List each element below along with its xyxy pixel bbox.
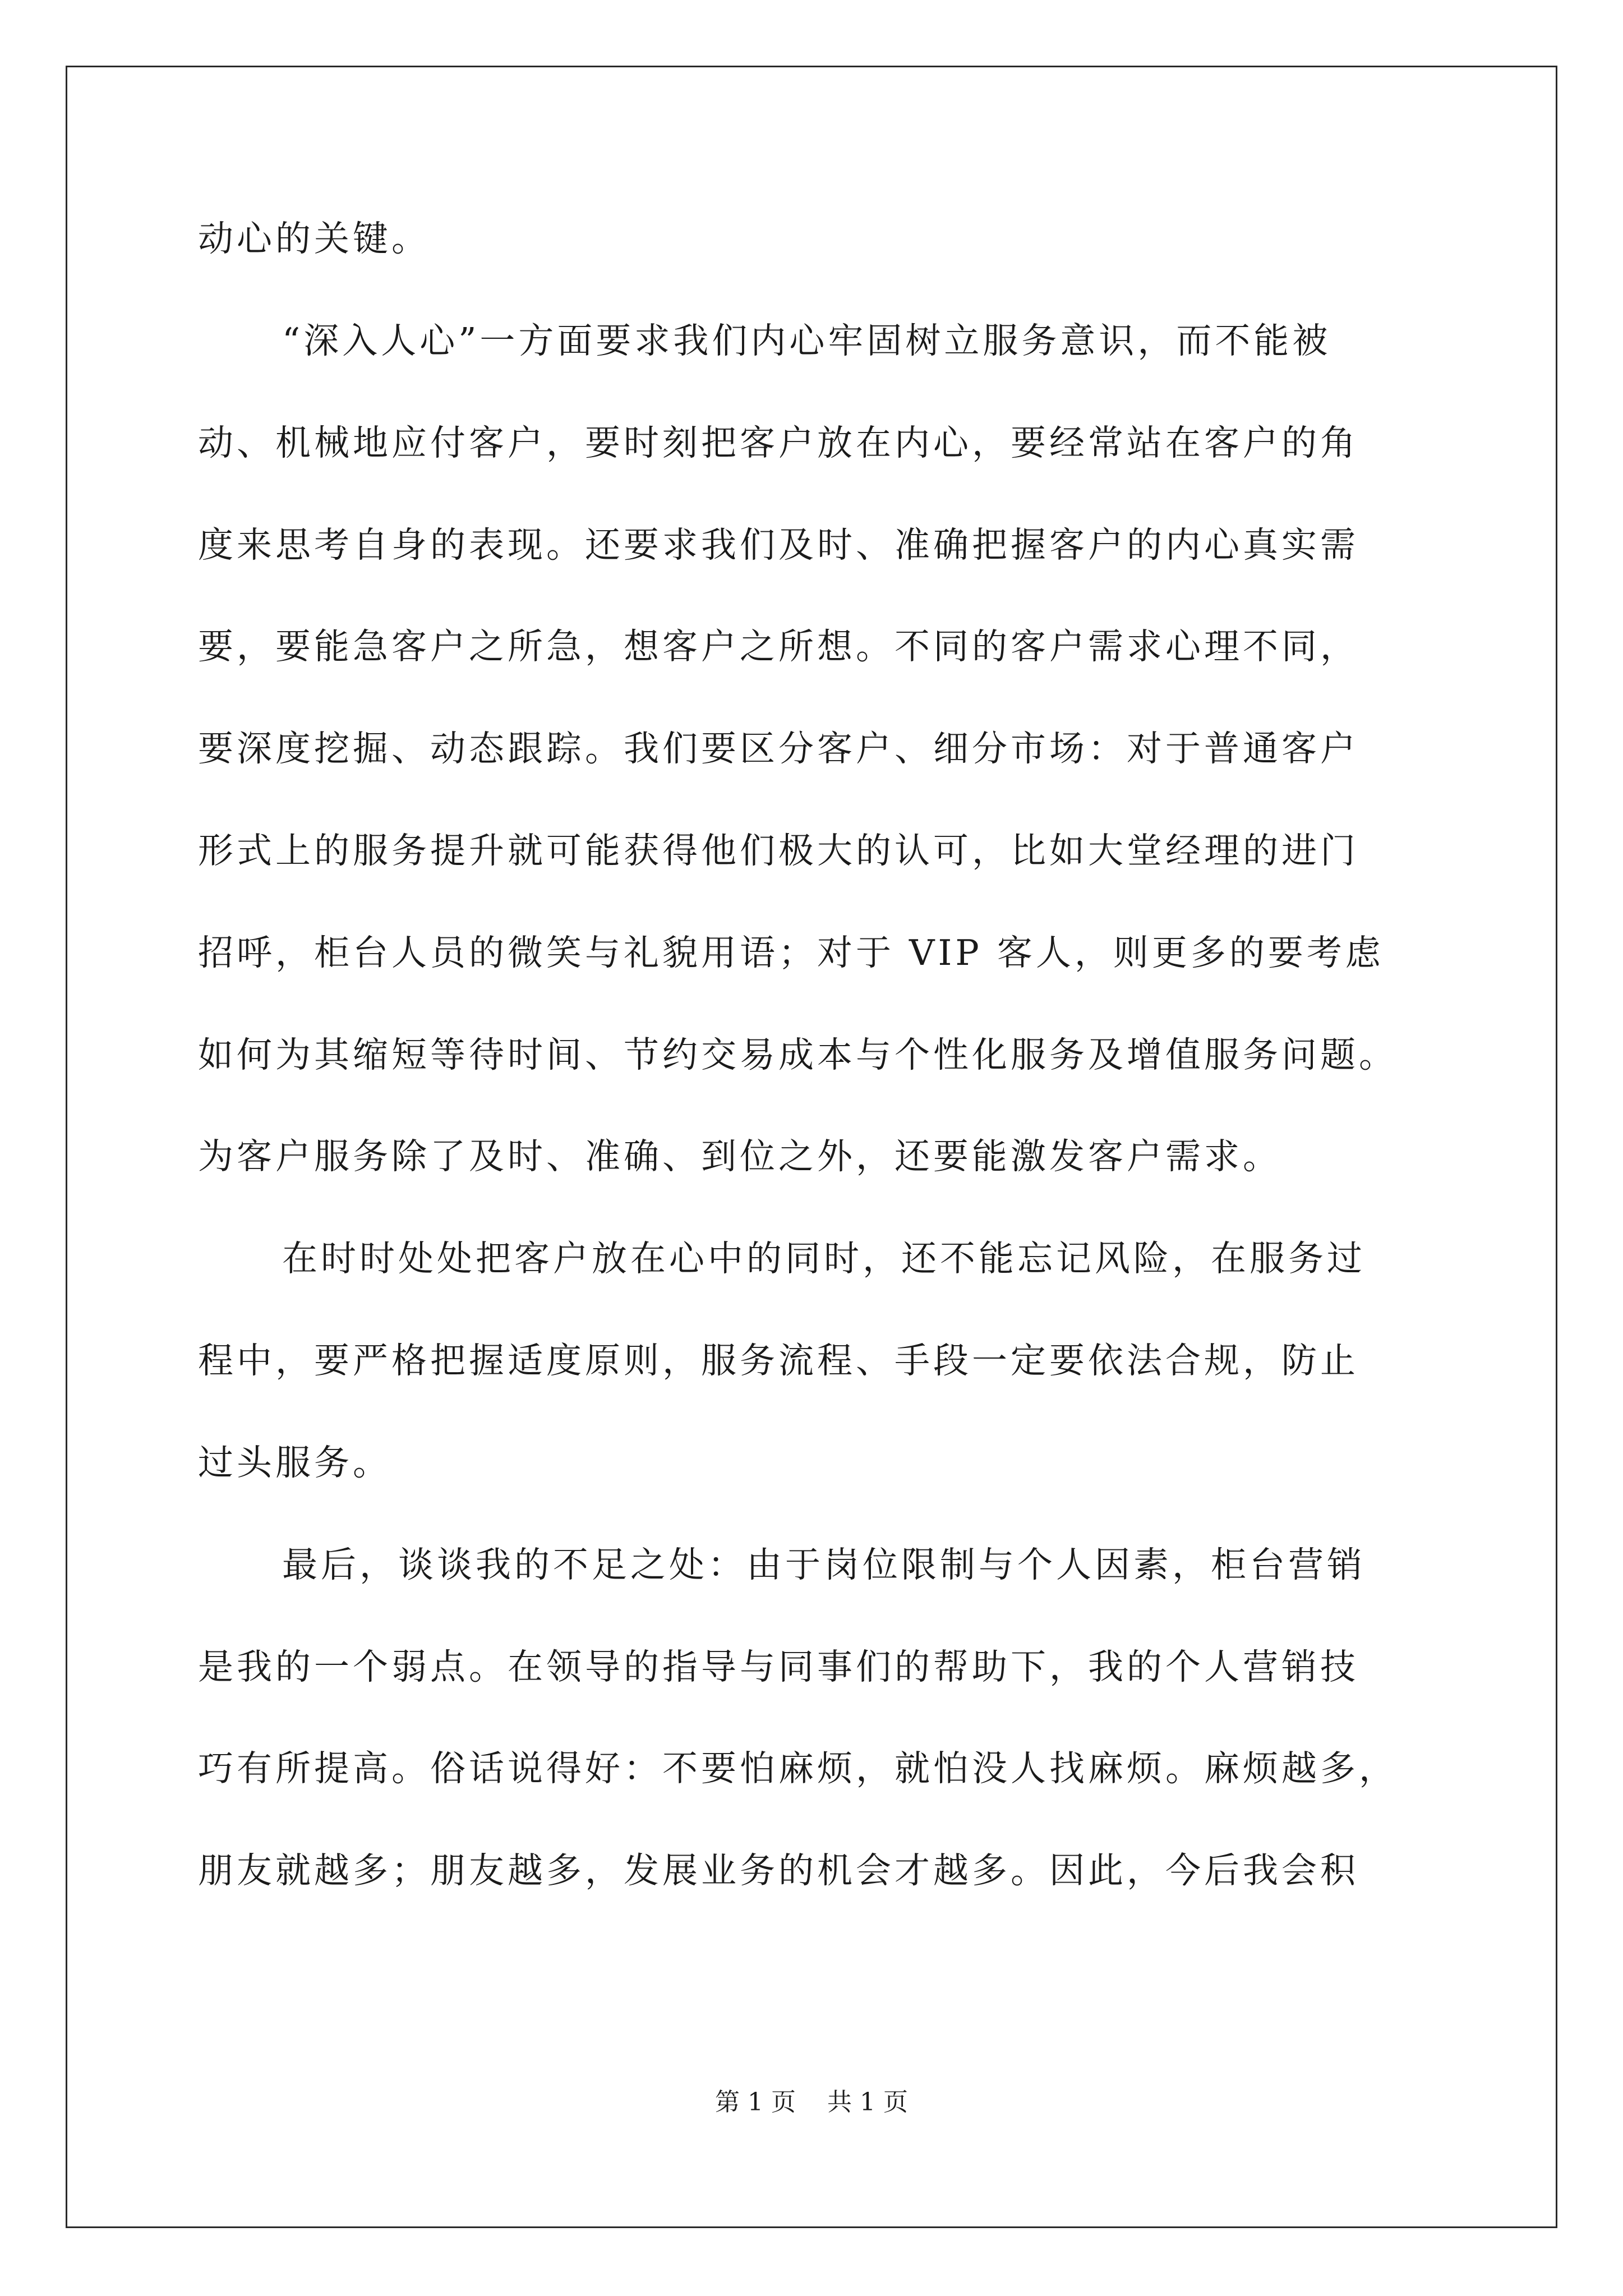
text-line: 如何为其缩短等待时间、节约交易成本与个性化服务及增值服务问题。 [198, 1034, 1398, 1075]
text-line: 形式上的服务提升就可能获得他们极大的认可，比如大堂经理的进门 [198, 830, 1359, 871]
page-footer [0, 2087, 1623, 2118]
text-line: 最后，谈谈我的不足之处：由于岗位限制与个人因素，柜台营销 [282, 1544, 1366, 1585]
text-line: 要，要能急客户之所急，想客户之所想。不同的客户需求心理不同， [198, 626, 1359, 667]
text-line: 招呼，柜台人员的微笑与礼貌用语；对于 VIP 客人，则更多的要考虑 [198, 932, 1384, 973]
page-number-current: 第 1 页 [715, 2088, 796, 2116]
text-line: 要深度挖掘、动态跟踪。我们要区分客户、细分市场：对于普通客户 [198, 728, 1359, 769]
text-line: 巧有所提高。俗话说得好：不要怕麻烦，就怕没人找麻烦。麻烦越多， [198, 1748, 1398, 1789]
text-line: 过头服务。 [198, 1442, 391, 1483]
text-line: 动心的关键。 [198, 218, 430, 259]
text-line: 程中，要严格把握适度原则，服务流程、手段一定要依法合规，防止 [198, 1340, 1359, 1381]
text-line: 动、机械地应付客户，要时刻把客户放在内心，要经常站在客户的角 [198, 422, 1359, 463]
text-line: 度来思考自身的表现。还要求我们及时、准确把握客户的内心真实需 [198, 524, 1359, 565]
text-line: 为客户服务除了及时、准确、到位之外，还要能激发客户需求。 [198, 1136, 1281, 1177]
text-line: 朋友就越多；朋友越多，发展业务的机会才越多。因此，今后我会积 [198, 1850, 1359, 1891]
text-line: 在时时处处把客户放在心中的同时，还不能忘记风险，在服务过 [282, 1238, 1366, 1279]
text-line: “深入人心”一方面要求我们内心牢固树立服务意识，而不能被 [282, 320, 1331, 361]
page-number-total: 共 1 页 [827, 2088, 908, 2116]
text-line: 是我的一个弱点。在领导的指导与同事们的帮助下，我的个人营销技 [198, 1646, 1359, 1687]
